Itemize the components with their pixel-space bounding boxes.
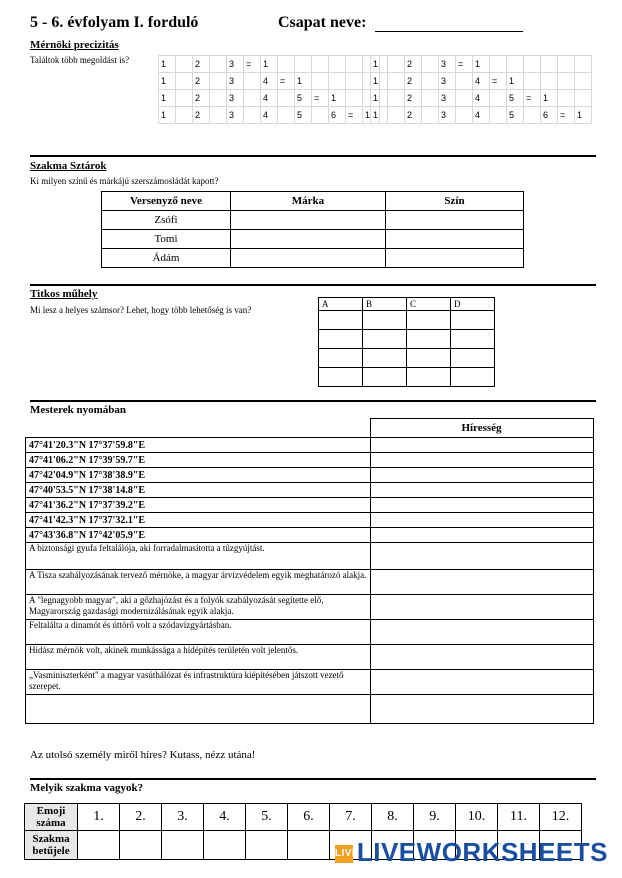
grid-cell[interactable] [312,56,329,73]
description: Hidász mérnök volt, akinek munkássága a hídépítés területén volt jelentős. [26,645,371,670]
col-header-celebrity: Híresség [370,419,593,438]
celebrity-cell[interactable] [370,513,593,528]
celebrity-cell[interactable] [370,695,593,724]
profession-letter-cell[interactable] [288,831,330,860]
grid-cell[interactable] [388,90,405,107]
answer-cell[interactable] [363,330,407,349]
grid-cell[interactable] [558,73,575,90]
description: A biztonsági gyufa feltalálója, aki forradalmasította a tűzgyújtást. [26,543,371,570]
grid-cell: 3 [227,73,244,90]
description: Feltalálta a dinamót és úttörő volt a szódavízgyártásban. [26,620,371,645]
grid-cell: = [312,90,329,107]
precision-grid-left[interactable] [158,55,380,124]
emoji-number: 1. [78,804,120,831]
description: A "legnagyobb magyar", aki a gőzhajózást és a folyók szabályozását segítette elő, Magyarország gazdasági modernizálásának egyik alakja. [26,595,371,620]
answer-cell[interactable] [319,368,363,387]
row-label-emoji: Emoji száma [25,804,78,831]
answer-cell[interactable] [451,368,495,387]
grid-cell[interactable] [388,73,405,90]
grid-cell: 4 [261,73,278,90]
grid-cell[interactable] [346,73,363,90]
grid-cell[interactable] [422,73,439,90]
coordinate: 47°41'42.3"N 17°37'32.1"E [26,513,371,528]
grid-cell[interactable] [278,56,295,73]
grid-cell: 1 [159,73,176,90]
team-name-field[interactable] [375,31,523,32]
grid-cell[interactable] [456,73,473,90]
grid-cell: 6 [541,107,558,124]
emoji-number: 10. [456,804,498,831]
team-name-label: Csapat neve: [278,14,367,31]
grid-cell: 1 [159,107,176,124]
grid-cell: 5 [295,90,312,107]
grid-cell: 4 [261,90,278,107]
grid-cell[interactable] [244,90,261,107]
grid-cell[interactable] [422,107,439,124]
grid-cell: 3 [227,107,244,124]
contestant-name: Tomi [102,230,231,249]
col-header-name: Versenyző neve [102,192,231,211]
grid-cell: 1 [541,90,558,107]
emoji-number: 2. [120,804,162,831]
logo-text: LIVEWORKSHEETS [356,837,608,867]
grid-cell: 1 [473,56,490,73]
grid-cell: 2 [405,56,422,73]
grid-cell[interactable] [176,56,193,73]
logo-badge: LIVE [335,845,353,863]
grid-cell: 1 [159,90,176,107]
grid-cell[interactable] [490,56,507,73]
grid-cell: 2 [193,90,210,107]
description: „Vasminiszterként" a magyar vasúthálózat és infrastruktúra kiépítésében játszott vezető szerepet. [26,670,371,695]
grid-cell: = [244,56,261,73]
section-title-secret: Titkos műhely [30,288,98,300]
grid-cell: 3 [439,56,456,73]
coordinate: 47°41'06.2"N 17°39'59.7"E [26,453,371,468]
celebrity-cell[interactable] [370,645,593,670]
col-header-color: Szín [386,192,524,211]
answer-cell[interactable] [451,330,495,349]
emoji-number: 9. [414,804,456,831]
celebrity-cell[interactable] [370,483,593,498]
emoji-number: 3. [162,804,204,831]
grid-cell[interactable] [541,56,558,73]
grid-cell: = [278,73,295,90]
section-title-masters: Mesterek nyomában [30,404,127,416]
section-title-stars: Szakma Sztárok [30,160,107,172]
grid-cell[interactable] [244,73,261,90]
brand-cell[interactable] [231,211,386,230]
stars-prompt: Ki milyen színű és márkájú szerszámosládát kapott? [30,176,219,186]
celebrity-cell[interactable] [370,670,593,695]
profession-letter-cell[interactable] [120,831,162,860]
grid-cell: 4 [261,107,278,124]
profession-letter-cell[interactable] [78,831,120,860]
grid-cell: 3 [439,73,456,90]
grid-cell[interactable] [524,107,541,124]
grid-cell[interactable] [490,107,507,124]
grid-cell: 1 [371,90,388,107]
grid-cell: 5 [295,107,312,124]
answer-cell[interactable] [319,349,363,368]
celebrity-cell[interactable] [370,453,593,468]
celebrity-cell[interactable] [370,528,593,543]
coordinate: 47°43'36.8"N 17°42'05.9"E [26,528,371,543]
grid-cell[interactable] [524,56,541,73]
grid-cell[interactable] [388,56,405,73]
answer-cell[interactable] [363,349,407,368]
grid-cell[interactable] [346,90,363,107]
masters-table [25,418,594,724]
description: A Tisza szabályozásának tervező mérnöke, a magyar árvízvédelem egyik meghatározó alakja. [26,570,371,595]
col-header-b: B [363,298,407,311]
celebrity-cell[interactable] [370,498,593,513]
divider [30,155,596,157]
answer-cell[interactable] [407,368,451,387]
grid-cell[interactable] [176,107,193,124]
grid-cell: 1 [371,73,388,90]
contestant-name: Zsófi [102,211,231,230]
profession-letter-cell[interactable] [204,831,246,860]
grid-cell[interactable] [541,73,558,90]
divider [30,778,596,780]
emoji-number: 11. [498,804,540,831]
answer-cell[interactable] [319,330,363,349]
answer-cell[interactable] [319,311,363,330]
grid-cell: = [456,56,473,73]
coordinate: 47°41'36.2"N 17°37'39.2"E [26,498,371,513]
col-header-c: C [407,298,451,311]
grid-cell[interactable] [558,90,575,107]
grid-cell: 3 [439,90,456,107]
grid-cell[interactable] [210,107,227,124]
grid-cell: 1 [371,107,388,124]
emoji-number: 4. [204,804,246,831]
grid-cell[interactable] [176,73,193,90]
grid-cell: 1 [371,56,388,73]
precision-prompt: Találtok több megoldást is? [30,55,130,65]
grid-cell: 4 [473,90,490,107]
grid-cell: 3 [227,56,244,73]
grid-cell[interactable] [456,90,473,107]
contestant-name: Ádám [102,249,231,268]
color-cell[interactable] [386,230,524,249]
masters-question: Az utolsó személy miről híres? Kutass, nézz utána! [30,749,256,761]
grid-cell: 1 [295,73,312,90]
grid-cell: 2 [193,73,210,90]
grid-cell: 2 [193,107,210,124]
answer-cell[interactable] [407,330,451,349]
grid-cell: 1 [575,107,592,124]
answer-cell[interactable] [363,311,407,330]
grid-cell: 1 [159,56,176,73]
profession-letter-cell[interactable] [162,831,204,860]
coordinate: 47°40'53.5"N 17°38'14.8"E [26,483,371,498]
grid-cell[interactable] [176,90,193,107]
celebrity-cell[interactable] [370,438,593,453]
divider [30,400,596,402]
coordinate: 47°41'20.3"N 17°37'59.8"E [26,438,371,453]
grid-cell: = [490,73,507,90]
section-title-profession: Melyik szakma vagyok? [30,782,144,794]
grid-cell: 1 [507,73,524,90]
divider [30,284,596,286]
answer-cell[interactable] [451,349,495,368]
stars-table [101,191,524,268]
celebrity-cell[interactable] [370,620,593,645]
color-cell[interactable] [386,249,524,268]
grid-cell[interactable] [524,73,541,90]
secret-table [318,297,495,387]
liveworksheets-logo [335,837,608,868]
grid-cell[interactable] [312,73,329,90]
grid-cell[interactable] [346,56,363,73]
grid-cell[interactable] [210,90,227,107]
secret-prompt: Mi lesz a helyes számsor? Lehet, hogy több lehetőség is van? [30,305,252,315]
grid-cell: 2 [193,56,210,73]
grid-cell: 1 [363,107,380,124]
answer-cell[interactable] [407,311,451,330]
grid-cell[interactable] [575,90,592,107]
emoji-number: 6. [288,804,330,831]
grid-cell[interactable] [422,90,439,107]
grid-cell[interactable] [575,73,592,90]
grid-cell[interactable] [244,107,261,124]
grid-cell: 6 [329,107,346,124]
grid-cell: 4 [473,73,490,90]
grid-cell[interactable] [278,107,295,124]
section-title-precision: Mérnöki precizitás [30,39,119,51]
coordinate: 47°42'04.9"N 17°38'38.9"E [26,468,371,483]
brand-cell[interactable] [231,249,386,268]
grid-cell: 5 [507,107,524,124]
grid-cell[interactable] [295,56,312,73]
answer-cell[interactable] [363,368,407,387]
grid-cell: = [524,90,541,107]
grid-cell: 1 [261,56,278,73]
col-header-brand: Márka [231,192,386,211]
col-header-a: A [319,298,363,311]
celebrity-cell[interactable] [370,468,593,483]
grid-cell: 2 [405,73,422,90]
emoji-number: 7. [330,804,372,831]
grid-cell[interactable] [329,56,346,73]
grid-cell[interactable] [210,73,227,90]
grid-cell: 4 [473,107,490,124]
grid-cell: = [558,107,575,124]
emoji-number: 12. [540,804,582,831]
celebrity-cell[interactable] [370,543,593,570]
emoji-number: 5. [246,804,288,831]
col-header-d: D [451,298,495,311]
answer-cell[interactable] [451,311,495,330]
grid-cell: 3 [227,90,244,107]
grid-cell[interactable] [490,90,507,107]
grid-cell: 2 [405,90,422,107]
grid-cell[interactable] [329,73,346,90]
precision-grid-right[interactable] [370,55,592,124]
grid-cell[interactable] [422,56,439,73]
worksheet-title: 5 - 6. évfolyam I. forduló [30,14,199,31]
grid-cell[interactable] [575,56,592,73]
brand-cell[interactable] [231,230,386,249]
grid-cell[interactable] [278,90,295,107]
grid-cell: 5 [507,90,524,107]
grid-cell[interactable] [507,56,524,73]
row-label-profession: Szakma betűjele [25,831,78,860]
grid-cell[interactable] [558,56,575,73]
grid-cell[interactable] [388,107,405,124]
color-cell[interactable] [386,211,524,230]
profession-letter-cell[interactable] [246,831,288,860]
grid-cell[interactable] [456,107,473,124]
celebrity-cell[interactable] [370,570,593,595]
grid-cell[interactable] [210,56,227,73]
celebrity-cell[interactable] [370,595,593,620]
answer-cell[interactable] [407,349,451,368]
grid-cell[interactable] [312,107,329,124]
description [26,695,371,724]
grid-cell: 1 [329,90,346,107]
grid-cell: 3 [439,107,456,124]
emoji-number: 8. [372,804,414,831]
grid-cell: = [346,107,363,124]
grid-cell: 2 [405,107,422,124]
